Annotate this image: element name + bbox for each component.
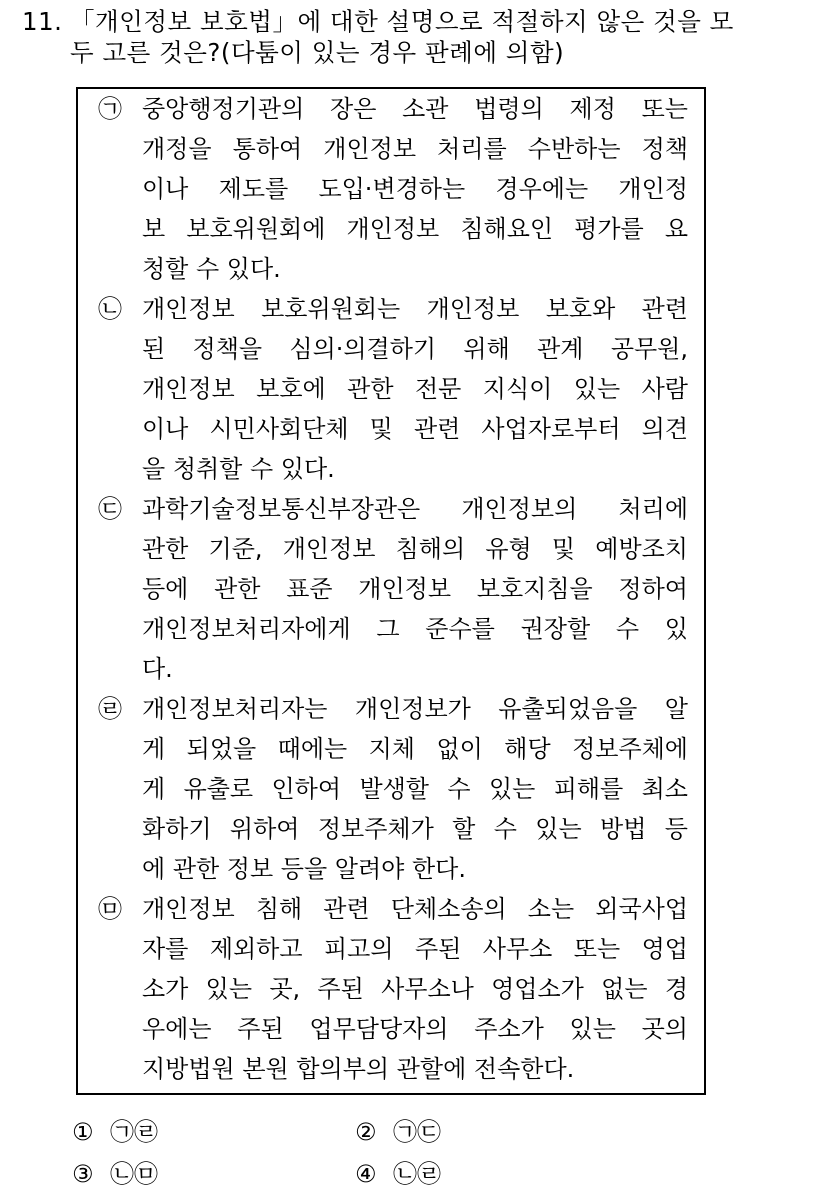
statement-line: 과학기술정보통신부장관은 개인정보의 처리에 [142, 495, 688, 523]
choice-text: ㉠㉢ [393, 1118, 441, 1146]
choice-number: ④ [355, 1160, 377, 1188]
statement-line: 이나 제도를 도입·변경하는 경우에는 개인정 [142, 175, 688, 203]
choice-text: ㉡㉤ [110, 1160, 158, 1188]
question-number: 11. [22, 7, 63, 36]
statement-line: 지방법원 본원 합의부의 관할에 전속한다. [142, 1055, 575, 1083]
statement-line: 에 관한 정보 등을 알려야 한다. [142, 855, 466, 883]
statement-line: 게 유출로 인하여 발생할 수 있는 피해를 최소 [142, 775, 688, 803]
statement-line: 보 보호위원회에 개인정보 침해요인 평가를 요 [142, 215, 688, 243]
statement-marker: ㉣ [98, 695, 122, 723]
statement-line: 개인정보 보호에 관한 전문 지식이 있는 사람 [142, 375, 688, 403]
statement-line: 개인정보처리자는 개인정보가 유출되었음을 알 [142, 695, 688, 723]
statement-line: 소가 있는 곳, 주된 사무소나 영업소가 없는 경 [142, 975, 688, 1003]
statement-line: 을 청취할 수 있다. [142, 455, 335, 483]
choice-1[interactable] [72, 1114, 158, 1150]
statement-line: 개인정보처리자에게 그 준수를 권장할 수 있 [142, 615, 688, 643]
statement-marker: ㉡ [98, 295, 122, 323]
question-line-2: 두 고른 것은?(다툼이 있는 경우 판례에 의함) [70, 38, 565, 67]
statement-line: 등에 관한 표준 개인정보 보호지침을 정하여 [142, 575, 688, 603]
statement-line: 우에는 주된 업무담당자의 주소가 있는 곳의 [142, 1015, 688, 1043]
question-text-1: 「개인정보 보호법」에 대한 설명으로 적절하지 않은 것을 모 [70, 7, 734, 36]
statement-line: 게 되었을 때에는 지체 없이 해당 정보주체에 [142, 735, 688, 763]
choice-4[interactable] [355, 1156, 441, 1192]
statement-line: 이나 시민사회단체 및 관련 사업자로부터 의견 [142, 415, 688, 443]
statement-line: 개인정보 보호위원회는 개인정보 보호와 관련 [142, 295, 688, 323]
choice-2[interactable] [355, 1114, 441, 1150]
statement-line: 청할 수 있다. [142, 255, 281, 283]
statement-line: 개정을 통하여 개인정보 처리를 수반하는 정책 [142, 135, 688, 163]
statement-text [142, 89, 688, 289]
statement-line: 자를 제외하고 피고의 주된 사무소 또는 영업 [142, 935, 688, 963]
choice-3[interactable] [72, 1156, 158, 1192]
statement-line: 중앙행정기관의 장은 소관 법령의 제정 또는 [142, 95, 688, 123]
statement-line: 다. [142, 655, 173, 683]
question-line-1 [22, 6, 812, 37]
choice-text: ㉡㉣ [393, 1160, 441, 1188]
statement-line: 된 정책을 심의·의결하기 위해 관계 공무원, [142, 335, 688, 363]
choice-number: ③ [72, 1160, 94, 1188]
statement-text [142, 489, 688, 689]
question-stem [22, 6, 812, 68]
statement-marker: ㉢ [98, 495, 122, 523]
statement-marker: ㉠ [98, 95, 122, 123]
choice-number: ② [355, 1118, 377, 1146]
statement-text [142, 689, 688, 889]
statement-line: 관한 기준, 개인정보 침해의 유형 및 예방조치 [142, 535, 688, 563]
choice-number: ① [72, 1118, 94, 1146]
statement-line: 화하기 위하여 정보주체가 할 수 있는 방법 등 [142, 815, 688, 843]
statement-line: 개인정보 침해 관련 단체소송의 소는 외국사업 [142, 895, 688, 923]
statement-text [142, 889, 688, 1089]
choice-text: ㉠㉣ [110, 1118, 158, 1146]
statement-marker: ㉤ [98, 895, 122, 923]
statement-text [142, 289, 688, 489]
